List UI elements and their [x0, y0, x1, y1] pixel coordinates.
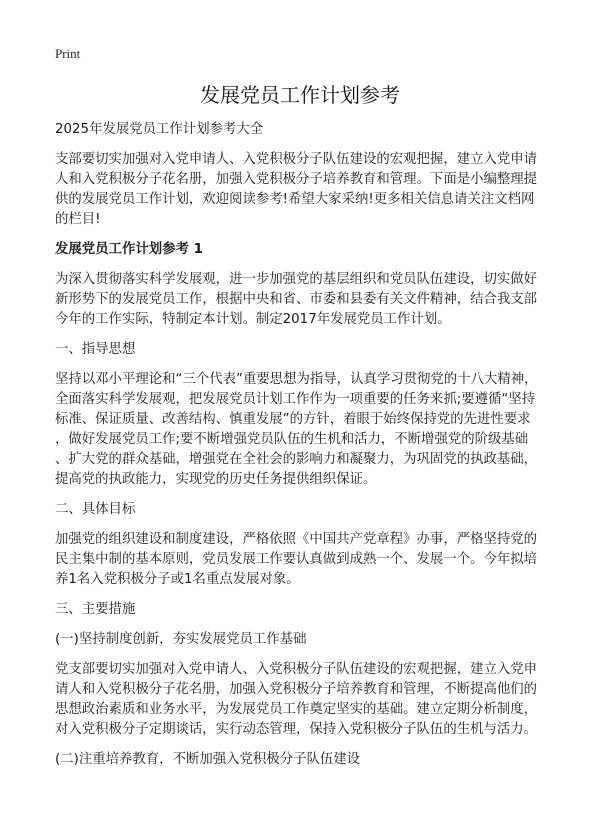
text-line: 标准、保证质量、改善结构、慎重发展”的方针，着眼于始终保持党的先进性要求 [55, 412, 531, 427]
text-line: 今年的工作实际，特制定本计划。制定2017年发展党员工作计划。 [55, 312, 451, 327]
section-heading [55, 240, 555, 260]
text-line: 三、主要措施 [55, 602, 136, 617]
text-line: 2025年发展党员工作计划参考大全 [55, 122, 264, 137]
text-line: 思想政治素质和业务水平，为发展党员工作奠定坚实的基础。建立定期分析制度， [55, 702, 538, 717]
paragraph [55, 500, 555, 520]
paragraph [55, 630, 555, 650]
page-title: 发展党员工作计划参考 [200, 83, 400, 107]
print-link[interactable]: Print [55, 46, 81, 61]
paragraph [55, 340, 555, 360]
paragraph [55, 750, 555, 770]
text-line: 对入党积极分子定期谈话，实行动态管理，保持入党积极分子队伍的生机与活力。 [55, 722, 538, 737]
text-line: 人和入党积极分子花名册，加强入党积极分子培养教育和管理。下面是小编整理提 [55, 172, 538, 187]
text-line: 为深入贯彻落实科学发展观，进一步加强党的基层组织和党员队伍建设，切实做好 [55, 272, 538, 287]
document-body [55, 120, 555, 780]
text-line: 二、具体目标 [55, 502, 136, 517]
text-line: 民主集中制的基本原则，党员发展工作要认真做到成熟一个、发展一个。今年拟培 [55, 552, 538, 567]
paragraph [55, 530, 555, 590]
paragraph [55, 150, 555, 230]
paragraph [55, 120, 555, 140]
text-line: (一)坚持制度创新，夯实发展党员工作基础 [55, 632, 307, 647]
text-line: 新形势下的发展党员工作，根据中央和省、市委和县委有关文件精神，结合我支部 [55, 292, 538, 307]
text-line: 发展党员工作计划参考 1 [55, 242, 203, 257]
text-line: 的栏目! [55, 212, 101, 227]
text-line: 全面落实科学发展观，把发展党员计划工作作为一项重要的任务来抓;要遵循“坚持 [55, 392, 536, 407]
text-line: 坚持以邓小平理论和“三个代表”重要思想为指导，认真学习贯彻党的十八大精神， [55, 372, 538, 387]
text-line: 党支部要切实加强对入党申请人、入党积极分子队伍建设的宏观把握，建立入党申 [55, 662, 538, 677]
text-line: (二)注重培养教育，不断加强入党积极分子队伍建设 [55, 752, 361, 767]
text-line: 供的发展党员工作计划，欢迎阅读参考!希望大家采纳!更多相关信息请关注文档网 [55, 192, 535, 207]
text-line: 加强党的组织建设和制度建设，严格依照《中国共产党章程》办事，严格坚持党的 [55, 532, 538, 547]
text-line: 一、指导思想 [55, 342, 136, 357]
text-line: 、扩大党的群众基础，增强党在全社会的影响力和凝聚力，为巩固党的执政基础， [55, 452, 538, 467]
paragraph [55, 370, 555, 490]
text-line: 支部要切实加强对入党申请人、入党积极分子队伍建设的宏观把握，建立入党申请 [55, 152, 538, 167]
paragraph [55, 660, 555, 740]
text-line: 请人和入党积极分子花名册，加强入党积极分子培养教育和管理，不断提高他们的 [55, 682, 538, 697]
paragraph [55, 600, 555, 620]
text-line: 提高党的执政能力，实现党的历史任务提供组织保证。 [55, 472, 377, 487]
paragraph [55, 270, 555, 330]
text-line: 养1名入党积极分子或1名重点发展对象。 [55, 572, 300, 587]
text-line: ，做好发展党员工作;要不断增强党员队伍的生机和活力，不断增强党的阶级基础 [55, 432, 529, 447]
